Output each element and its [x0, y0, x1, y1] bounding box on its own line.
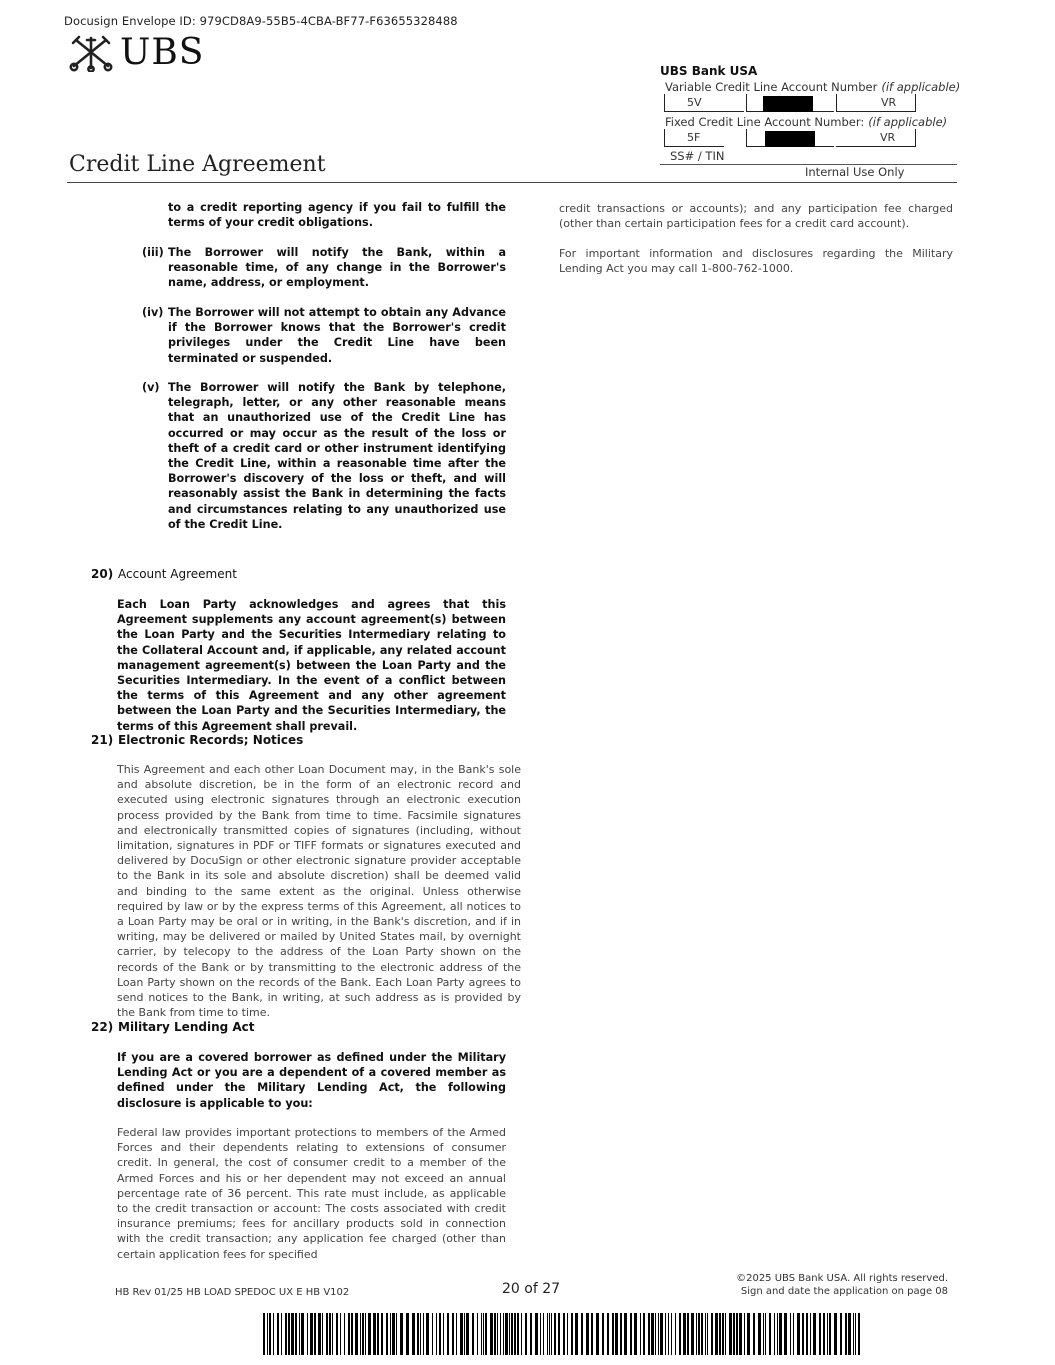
barcode-bar: [790, 1313, 791, 1355]
barcode-bar: [269, 1313, 271, 1355]
section-title: Electronic Records; Notices: [118, 733, 304, 747]
barcode-bar: [744, 1313, 745, 1355]
barcode-bar: [758, 1313, 761, 1355]
barcode: [263, 1313, 863, 1355]
barcode-bar: [763, 1313, 764, 1355]
barcode-bar: [554, 1313, 556, 1355]
account-info-box: [660, 64, 961, 179]
barcode-bar: [521, 1313, 522, 1355]
barcode-bar: [848, 1313, 851, 1355]
barcode-bar: [624, 1313, 627, 1355]
barcode-bar: [829, 1313, 831, 1355]
barcode-bar: [443, 1313, 444, 1355]
barcode-bar: [377, 1313, 379, 1355]
item-text: The Borrower will not attempt to obtain any Advance if the Borrower knows that the Borrower's credit privileges under the Credit Line have been terminated or suspended.: [168, 306, 506, 365]
barcode-bar: [340, 1313, 341, 1355]
barcode-bar: [765, 1313, 766, 1355]
page-title: Credit Line Agreement: [69, 152, 326, 177]
variable-suffix-field: VR: [836, 94, 916, 112]
barcode-bar: [281, 1313, 282, 1355]
ubs-logo: [68, 34, 204, 72]
barcode-bar: [436, 1313, 437, 1355]
barcode-bar: [643, 1313, 645, 1355]
section-20-body: Each Loan Party acknowledges and agrees that this Agreement supplements any account agreement(s) between the Loan Party and the Securities Intermediary relating to the Collateral Account and, if applicable, any related account management agreement(s) between the Loan Party and the Securities Intermediary. In the event of a conflict between the terms of this Agreement and any other agreement between the Loan Party and the Securities Intermediary, the terms of this Agreement shall prevail.: [117, 598, 506, 733]
barcode-bar: [386, 1313, 388, 1355]
barcode-bar: [310, 1313, 313, 1355]
barcode-bar: [596, 1313, 599, 1355]
internal-use-label: Internal Use Only: [805, 165, 905, 179]
sign-note: Sign and date the application on page 08: [740, 1286, 948, 1297]
barcode-bar: [497, 1313, 498, 1355]
barcode-bar: [373, 1313, 376, 1355]
barcode-bar: [447, 1313, 449, 1355]
barcode-bar: [381, 1313, 383, 1355]
variable-account-label: Variable Credit Line Account Number (if applicable): [665, 80, 961, 94]
barcode-bar: [417, 1313, 419, 1355]
barcode-bar: [711, 1313, 713, 1355]
barcode-bar: [571, 1313, 573, 1355]
barcode-bar: [769, 1313, 771, 1355]
section-number: 20): [91, 567, 114, 581]
barcode-bar: [779, 1313, 782, 1355]
barcode-bar: [858, 1313, 860, 1355]
barcode-bar: [295, 1313, 297, 1355]
barcode-bar: [277, 1313, 279, 1355]
barcode-bar: [472, 1313, 474, 1355]
barcode-bar: [729, 1313, 732, 1355]
barcode-bar: [853, 1313, 854, 1355]
barcode-bar: [439, 1313, 441, 1355]
barcode-bar: [481, 1313, 482, 1355]
barcode-bar: [406, 1313, 409, 1355]
barcode-bar: [813, 1313, 816, 1355]
barcode-bar: [500, 1313, 501, 1355]
barcode-bar: [739, 1313, 742, 1355]
right-paragraph-2: For important information and disclosures regarding the Military Lending Act you may call 1-800-762-1000.: [559, 247, 953, 276]
barcode-bar: [797, 1313, 800, 1355]
variable-prefix-field: 5V: [664, 94, 744, 112]
barcode-bar: [855, 1313, 856, 1355]
barcode-bar: [503, 1313, 504, 1355]
barcode-bar: [679, 1313, 681, 1355]
page-number: 20 of 27: [502, 1281, 561, 1297]
barcode-bar: [827, 1313, 828, 1355]
item-number: (iii): [142, 246, 164, 259]
barcode-bar: [360, 1313, 361, 1355]
barcode-bar: [753, 1313, 755, 1355]
barcode-bar: [288, 1313, 290, 1355]
barcode-bar: [267, 1313, 268, 1355]
redaction-bar: [765, 131, 815, 147]
barcode-bar: [301, 1313, 304, 1355]
barcode-bar: [514, 1313, 516, 1355]
barcode-bar: [810, 1313, 811, 1355]
barcode-bar: [307, 1313, 308, 1355]
barcode-bar: [273, 1313, 274, 1355]
form-revision: HB Rev 01/25 HB LOAD SPEDOC UX E HB V102: [115, 1287, 350, 1298]
barcode-bar: [530, 1313, 532, 1355]
barcode-bar: [365, 1313, 366, 1355]
barcode-bar: [630, 1313, 632, 1355]
barcode-bar: [432, 1313, 433, 1355]
section-number: 21): [91, 733, 114, 747]
barcode-bar: [834, 1313, 837, 1355]
barcode-bar: [348, 1313, 350, 1355]
barcode-bar: [719, 1313, 721, 1355]
barcode-bar: [460, 1313, 463, 1355]
barcode-bar: [581, 1313, 583, 1355]
fixed-account-label: Fixed Credit Line Account Number: (if applicable): [665, 115, 948, 129]
barcode-bar: [322, 1313, 323, 1355]
barcode-bar: [477, 1313, 478, 1355]
barcode-bar: [563, 1313, 565, 1355]
barcode-bar: [696, 1313, 697, 1355]
barcode-bar: [806, 1313, 808, 1355]
item-text: The Borrower will notify the Bank by telephone, telegraph, letter, or any other reasonable means that an unauthorized use of the Credit Line has occurred or may occur as the result of the loss or theft of a credit card or other instrument identifying the Credit Line, within a reasonable time after the Borrower's discovery of the loss or theft, and will reasonably assist the Bank in determining the facts and circumstances relating to any unauthorized use of the Credit Line.: [168, 381, 506, 531]
barcode-bar: [602, 1313, 604, 1355]
barcode-bar: [494, 1313, 496, 1355]
barcode-bar: [620, 1313, 622, 1355]
barcode-bar: [575, 1313, 578, 1355]
barcode-bar: [456, 1313, 457, 1355]
barcode-bar: [651, 1313, 654, 1355]
bank-name: UBS Bank USA: [660, 64, 758, 78]
barcode-bar: [819, 1313, 821, 1355]
section-21-heading: [91, 733, 303, 747]
fixed-prefix-field: 5F: [664, 129, 724, 147]
barcode-bar: [390, 1313, 391, 1355]
envelope-id: Docusign Envelope ID: 979CD8A9-55B5-4CBA-BF77-F63655328488: [64, 14, 458, 28]
section-title: Account Agreement: [118, 567, 237, 581]
barcode-bar: [845, 1313, 847, 1355]
barcode-bar: [777, 1313, 778, 1355]
barcode-bar: [648, 1313, 650, 1355]
barcode-bar: [464, 1313, 465, 1355]
barcode-bar: [658, 1313, 659, 1355]
barcode-bar: [607, 1313, 609, 1355]
barcode-bar: [263, 1313, 265, 1355]
barcode-bar: [400, 1313, 403, 1355]
right-paragraph-1: credit transactions or accounts); and any participation fee charged (other than certain participation fees for a credit card account).: [559, 202, 953, 231]
barcode-bar: [540, 1313, 541, 1355]
barcode-bar: [291, 1313, 294, 1355]
barcode-bar: [485, 1313, 487, 1355]
barcode-bar: [420, 1313, 421, 1355]
barcode-bar: [551, 1313, 552, 1355]
barcode-bar: [683, 1313, 686, 1355]
barcode-bar: [543, 1313, 544, 1355]
barcode-bar: [586, 1313, 589, 1355]
redaction-bar: [763, 96, 813, 112]
barcode-bar: [793, 1313, 794, 1355]
barcode-bar: [615, 1313, 618, 1355]
barcode-bar: [698, 1313, 700, 1355]
barcode-bar: [535, 1313, 538, 1355]
barcode-bar: [509, 1313, 510, 1355]
barcode-bar: [774, 1313, 775, 1355]
ssn-label: SS# / TIN: [670, 149, 725, 163]
barcode-bar: [517, 1313, 519, 1355]
barcode-bar: [840, 1313, 842, 1355]
barcode-bar: [525, 1313, 527, 1355]
barcode-bar: [466, 1313, 469, 1355]
barcode-bar: [802, 1313, 804, 1355]
barcode-bar: [591, 1313, 593, 1355]
variable-account-row: [660, 94, 960, 113]
barcode-bar: [344, 1313, 345, 1355]
barcode-bar: [660, 1313, 663, 1355]
barcode-bar: [318, 1313, 321, 1355]
barcode-bar: [691, 1313, 694, 1355]
barcode-bar: [396, 1313, 397, 1355]
barcode-bar: [483, 1313, 484, 1355]
barcode-bar: [368, 1313, 371, 1355]
barcode-bar: [423, 1313, 424, 1355]
barcode-bar: [722, 1313, 724, 1355]
barcode-bar: [511, 1313, 513, 1355]
barcode-bar: [332, 1313, 333, 1355]
footer-notes: [700, 1272, 948, 1298]
barcode-bar: [701, 1313, 703, 1355]
barcode-bar: [392, 1313, 395, 1355]
barcode-bar: [715, 1313, 718, 1355]
section-22-body: Federal law provides important protections to members of the Armed Forces and their dependents relating to extensions of consumer credit. In general, the cost of consumer credit to a member of the Armed Forces and his or her dependent may not exceed an annual percentage rate of 36 percent. This rate must include, as applicable to the credit transaction or account: The costs associated with credit insurance premiums; fees for ancillary products sold in connection with the credit transaction; any application fee charged (other than certain application fees for specified: [117, 1126, 506, 1261]
copyright: ©2025 UBS Bank USA. All rights reserved.: [736, 1273, 948, 1284]
barcode-bar: [784, 1313, 787, 1355]
barcode-bar: [634, 1313, 637, 1355]
barcode-bar: [285, 1313, 287, 1355]
logo-text: UBS: [120, 32, 205, 73]
barcode-bar: [426, 1313, 429, 1355]
barcode-bar: [314, 1313, 316, 1355]
barcode-bar: [490, 1313, 493, 1355]
barcode-bar: [326, 1313, 328, 1355]
barcode-bar: [299, 1313, 300, 1355]
barcode-bar: [736, 1313, 738, 1355]
barcode-bar: [549, 1313, 550, 1355]
item-text: The Borrower will notify the Bank, within a reasonable time, of any change in the Borrower's name, address, or employment.: [168, 246, 506, 290]
fixed-account-row: [660, 129, 960, 148]
barcode-bar: [823, 1313, 825, 1355]
barcode-bar: [725, 1313, 726, 1355]
section-20-heading: [91, 567, 237, 581]
barcode-bar: [733, 1313, 735, 1355]
item-number: (iv): [142, 306, 164, 319]
barcode-bar: [558, 1313, 560, 1355]
item-number: (v): [142, 381, 160, 394]
barcode-bar: [547, 1313, 548, 1355]
barcode-bar: [362, 1313, 364, 1355]
header-divider: [67, 182, 957, 183]
section-title: Military Lending Act: [118, 1020, 255, 1034]
section-22-disclosure: If you are a covered borrower as defined under the Military Lending Act or you are a dependent of a covered member as defined under the Military Lending Act, the following disclosure is applicable to you:: [117, 1051, 506, 1110]
barcode-bar: [505, 1313, 508, 1355]
barcode-bar: [668, 1313, 669, 1355]
barcode-bar: [412, 1313, 415, 1355]
barcode-bar: [567, 1313, 568, 1355]
barcode-bar: [707, 1313, 708, 1355]
barcode-bar: [612, 1313, 614, 1355]
barcode-bar: [329, 1313, 331, 1355]
barcode-bar: [351, 1313, 353, 1355]
barcode-bar: [355, 1313, 358, 1355]
barcode-bar: [705, 1313, 706, 1355]
barcode-bar: [675, 1313, 676, 1355]
section-21-body: This Agreement and each other Loan Document may, in the Bank's sole and absolute discretion, be in the form of an electronic record and executed using electronic signatures through an electronic execution process provided by the Bank from time to time. Facsimile signatures and electronically transmitted copies of signatures (including, without limitation, signatures in PDF or TIFF formats or signatures executed and delivered by DocuSign or other electronic signature provider acceptable to the Bank in its sole and absolute discretion) shall be deemed valid and binding to the same extent as the original. Unless otherwise required by law or by the express terms of this Agreement, all notices to a Loan Party may be oral or in writing, in the Bank's discretion, and if in writing, may be delivered or mailed by United States mail, by overnight carrier, by telecopy to the address of the Loan Party shown on the records of the Bank or by transmitting to the electronic address of the Loan Party shown on the records of the Bank. Each Loan Party agrees to send notices to the Bank, in writing, at such address as is provided by the Bank from time to time.: [117, 763, 521, 1020]
barcode-bar: [671, 1313, 672, 1355]
barcode-bar: [452, 1313, 454, 1355]
barcode-bar: [665, 1313, 666, 1355]
barcode-bar: [336, 1313, 338, 1355]
fixed-suffix-field: VR: [836, 129, 916, 147]
barcode-bar: [655, 1313, 656, 1355]
barcode-bar: [747, 1313, 750, 1355]
barcode-bar: [640, 1313, 641, 1355]
barcode-bar: [687, 1313, 689, 1355]
section-22-heading: [91, 1020, 255, 1034]
keys-logo-icon: [68, 34, 114, 72]
section-number: 22): [91, 1020, 114, 1034]
intro-text: to a credit reporting agency if you fail to fulfill the terms of your credit obligations.: [168, 201, 506, 230]
